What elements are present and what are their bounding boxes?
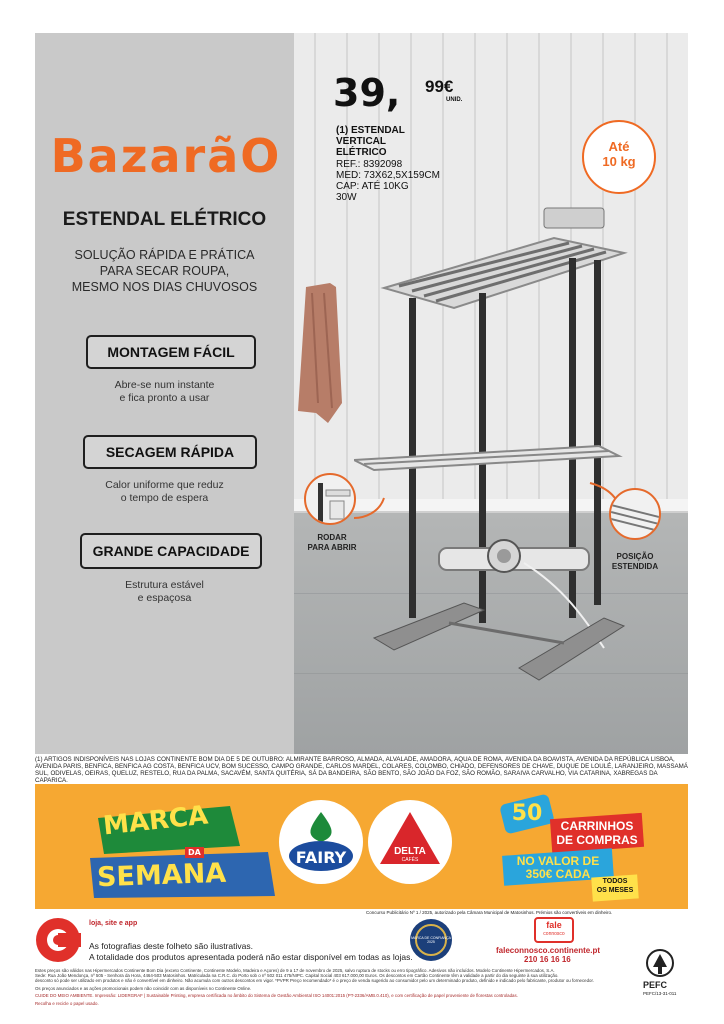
feature-desc: e fica pronto a usar — [119, 392, 210, 404]
delta-wordmark: DELTA — [394, 846, 426, 857]
contact-phone[interactable]: 210 16 16 16 — [524, 955, 571, 964]
pefc-tree-icon — [641, 949, 679, 979]
feature-desc: o tempo de espera — [120, 492, 209, 504]
continente-logo-icon — [35, 917, 81, 963]
feature-desc: Estrutura estável — [125, 579, 204, 591]
spec-power: 30W — [336, 192, 357, 203]
legal-line: Recolha e recicle o papel usado. — [35, 1001, 99, 1006]
legal-line: Estes preços são válidos nas Hipermercados Continente Bom Dia (exceto Continente, Continente Modelo, Madeira e Açores) de 9 a 17 de novembro de 2025, salvo ruptura de stocks ou erro tipográfico. Adesivos não incluídos. Modelo Continente Hipermercados, S.A. — [35, 968, 555, 973]
todos-line: TODOS — [602, 878, 628, 885]
legal-line: Os preços anunciados e as ações promocionais podem não coincidir com as disponíveis no Continente Online. — [35, 986, 252, 991]
fale-connosco-logo — [534, 917, 574, 943]
callout-line: PARA ABRIR — [307, 543, 357, 552]
subtitle-line: PARA SECAR ROUPA, — [99, 264, 230, 278]
spec-name: (1) ESTENDAL — [336, 125, 405, 136]
badge-line: 10 kg — [602, 154, 636, 169]
valor-line: 350€ CADA — [525, 867, 591, 881]
da-text: DA — [185, 847, 204, 858]
contact-site[interactable]: faleconnosco.continente.pt — [496, 946, 601, 955]
contest-notice: Concurso Publicitário Nº 1 / 2025, autorizado pela Câmara Municipal de Matosinhos. Prémios são convertíveis em dinheiro. — [366, 910, 613, 915]
spec-name: VERTICAL — [336, 136, 386, 147]
product-title: ESTENDAL ELÉTRICO — [62, 209, 267, 230]
fale-line: connosco — [543, 931, 565, 937]
subtitle-line: MESMO NOS DIAS CHUVOSOS — [71, 280, 258, 294]
price-cents: 99€ — [425, 77, 454, 96]
feature-desc: Abre-se num instante — [114, 379, 215, 391]
pefc-label: PEFC — [643, 980, 668, 990]
todos-line: OS MESES — [596, 887, 634, 894]
spec-size: MED: 73X62,5X159CM — [336, 170, 440, 181]
feature-capacity: GRANDE CAPACIDADE — [80, 533, 262, 569]
pefc-code: PEFC/13-31-011 — [643, 991, 677, 996]
confidence-seal-text: MARCA DE CONFIANÇA 2025 — [411, 936, 451, 944]
delta-sub: CAFÉS — [401, 857, 419, 863]
feature-easy-assembly: MONTAGEM FÁCIL — [86, 335, 256, 369]
semana-text: SEMANA — [96, 857, 227, 894]
spec-capacity: CAP: ATÉ 10KG — [336, 181, 409, 192]
disclaimer-line: A totalidade dos produtos apresentada poderá não estar disponível em todas as lojas. — [89, 952, 413, 962]
rotate-detail-image — [304, 473, 356, 525]
disclaimer-line: As fotografias deste folheto são ilustrativas. — [89, 941, 253, 951]
count-number: 50 — [511, 801, 543, 826]
price-unit: UNID. — [446, 97, 463, 103]
callout-line: POSIÇÃO — [616, 552, 654, 561]
marca-text: MARCA — [101, 800, 210, 842]
promo-band — [35, 784, 688, 909]
callout-line: RODAR — [317, 533, 347, 542]
legal-line: desconto só pode ser utilizado em produtos e não é convertível em dinheiro. Não acumula com outros descontos em vigor. *PVPR Preço recomendado* é o preço de venda sugerido ao consumidor pelo um determinado produto, definido e indicado pelo fabricante, produtor ou fornecedor. — [35, 978, 594, 983]
badge-line: Até — [608, 139, 630, 154]
feature-fast-drying: SECAGEM RÁPIDA — [83, 435, 257, 469]
carrinhos-line: CARRINHOS — [560, 819, 634, 833]
feature-desc: e espaçosa — [137, 592, 192, 604]
delta-logo — [368, 800, 452, 884]
carrinhos-line: DE COMPRAS — [556, 833, 638, 847]
callout-extended — [597, 552, 673, 572]
legal-line: CUIDE DO MEIO AMBIENTE. Impressão: LIDERGRAF | Sustainable Printing, empresa certificada no âmbito do Sistema de Gestão Ambiental ISO 14001:2015 (PT-2336/AMB.0.410), e com certificação de papel proveniente de florestas controladas. — [35, 993, 518, 998]
fairy-logo — [279, 800, 363, 884]
extended-detail-image — [609, 488, 661, 540]
wall-plank — [314, 33, 316, 508]
towel-image — [294, 283, 354, 428]
availability-footnote: (1) ARTIGOS INDISPONÍVEIS NAS LOJAS CONTINENTE BOM DIA DE 5 DE OUTUBRO: ALMIRANTE BARROSO, ALMADA, ALVALADE, AMADORA, AQUA DE ROMA, AVENIDA DA BOAVISTA, AVENIDA DA REPÚBLICA LISBOA, AVENIDA PARIS, BENFICA, BENFICA AG COSTA, BENFICA UCV, BOM SUCESSO, CAMPO GRANDE, CARLOS MARDEL, COLARES, COLOMBO, CHIADO, DEFENSORES DE CHAVE, DUQUE DE LOULÉ, LARANJEIRO, MASSAMÁ SUL, ODIVELAS, OEIRAS, QUELUZ, RESTELO, RUA DA PALMA, SACAVÉM, SANTA QUITÉRIA, SÁ DA BANDEIRA, SÃO BENTO, SÃO JOÃO DA FOZ, SÃO ROMÃO, SARAIVA CARVALHO, VIA CATARINA, XABREGAS DA CAPARICA. — [35, 756, 688, 784]
product-panel — [35, 33, 688, 754]
callout-rotate — [297, 533, 367, 553]
store-channels: loja, site e app — [89, 920, 138, 927]
callout-line: ESTENDIDA — [611, 562, 659, 571]
drying-rack-image — [354, 198, 684, 698]
legal-line: Sede: Rua João Mendonça, nº 505 - Senhora da Hora, 4464-503 Matosinhos. Matriculada na C.R.C. do Porto sob o nº 502 011 475/NIPC. Capital Social 403 617.000,00 Euros. Os descontos em Cartão Continente têm a validade a partir do dia seguinte à sua utilização. — [35, 973, 559, 978]
fairy-wordmark: FAIRY — [295, 848, 347, 867]
brand-logo: BazarãO — [50, 129, 282, 183]
feature-desc: Calor uniforme que reduz — [105, 479, 224, 491]
subtitle-line: SOLUÇÃO RÁPIDA E PRÁTICA — [74, 248, 255, 262]
capacity-badge — [582, 120, 656, 194]
price-euros: 39, — [333, 71, 401, 115]
valor-line: NO VALOR DE — [516, 854, 600, 868]
fale-line: fale — [546, 920, 562, 930]
spec-name: ELÉTRICO — [336, 147, 387, 158]
spec-ref: REF.: 8392098 — [336, 159, 403, 170]
